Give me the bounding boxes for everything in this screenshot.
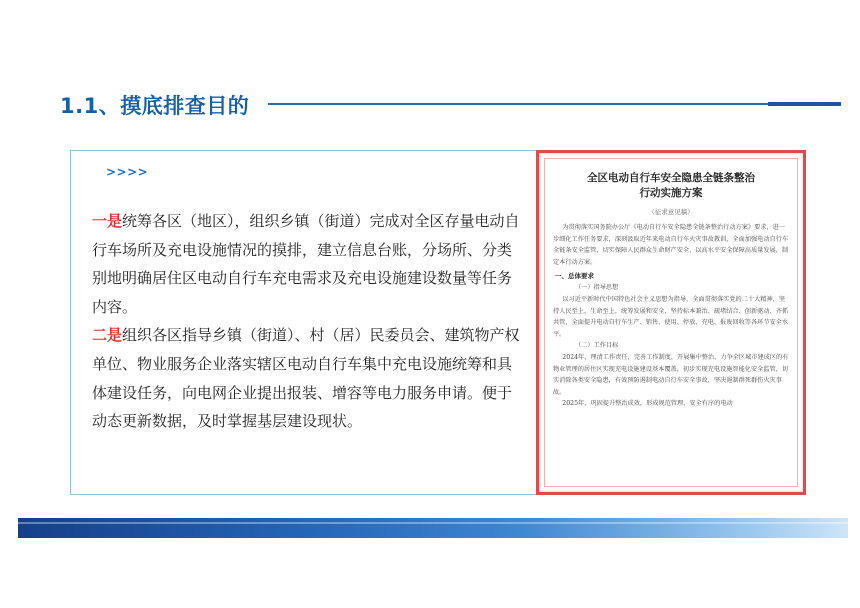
document-intro: 为贯彻落实国务院办公厅《电动自行车安全隐患全链条整治行动方案》要求，进一步细化工作任务要求，深刻汲取近年来电动自行车火灾事故教训，全面加强电动自行车全链条安全监管，切实保障人民群众生命财产安全，以高水平安全保障高质量发展，制定本行动方案。: [553, 224, 789, 266]
document-title-line1: 全区电动自行车安全隐患全链条整治: [587, 172, 755, 184]
title-underline-accent: [768, 102, 841, 106]
footer-band: [18, 518, 848, 538]
corner-decoration: [28, 70, 54, 126]
document-subtitle: （征求意见稿）: [648, 208, 694, 216]
document-title: [553, 171, 789, 201]
document-image: [536, 150, 806, 495]
document-subsection-guiding: （一）指导思想: [575, 284, 619, 291]
content-text: [92, 207, 522, 436]
point-one: [92, 207, 522, 321]
point-one-text: 统筹各区（地区），组织乡镇（街道）完成对全区存量电动自行车场所及充电设施情况的摸排，建立信息台账，分场所、分类别地明确居住区电动自行车充电需求及充电设施建设数量等任务内容。: [92, 212, 520, 316]
document-title-line2: 行动实施方案: [639, 187, 703, 199]
document-goal-2025: 2025年，巩固提升整治成效，形成规范管理、安全有序的电动: [562, 400, 733, 407]
arrow-marker: >>>>: [106, 165, 149, 179]
footer-band-stripe: [18, 522, 848, 524]
point-two-label: 二是: [92, 326, 123, 345]
point-two-text: 组织各区指导乡镇（街道）、村（居）民委员会、建筑物产权单位、物业服务企业落实辖区电动自行车集中充电设施统筹和具体建设任务，向电网企业提出报装、增容等电力服务申请。便于动态更新数据，及时掌握基层建设现状。: [92, 326, 520, 431]
document-section-heading: 一、总体要求: [555, 272, 594, 280]
page-title: 1.1、摸底排查目的: [60, 94, 250, 118]
title-underline: [268, 103, 841, 105]
point-one-label: 一是: [92, 212, 123, 230]
point-two: [92, 321, 522, 435]
document-guiding-text: 以习近平新时代中国特色社会主义思想为指导，全面贯彻落实党的二十大精神，坚持人民至上、生命至上，统筹发展和安全，坚持标本兼治、疏堵结合、创新驱动、齐抓共管，全面提升电动自行车生产、销售、使用、停放、充电、报废回收等各环节安全水平。: [553, 296, 789, 338]
document-goal-2024: 2024年，理清工作责任，完善工作制度，开展集中整治，力争全区城市建成区的有物业管理的居住区实现充电设施建设基本覆盖，初步实现充电设施智能化安全监管，切实消除各类安全隐患，有效预防遏制电动自行车安全事故，坚决遏制群死群伤火灾事故。: [553, 354, 789, 396]
document-subsection-goals: （二）工作目标: [575, 342, 619, 349]
